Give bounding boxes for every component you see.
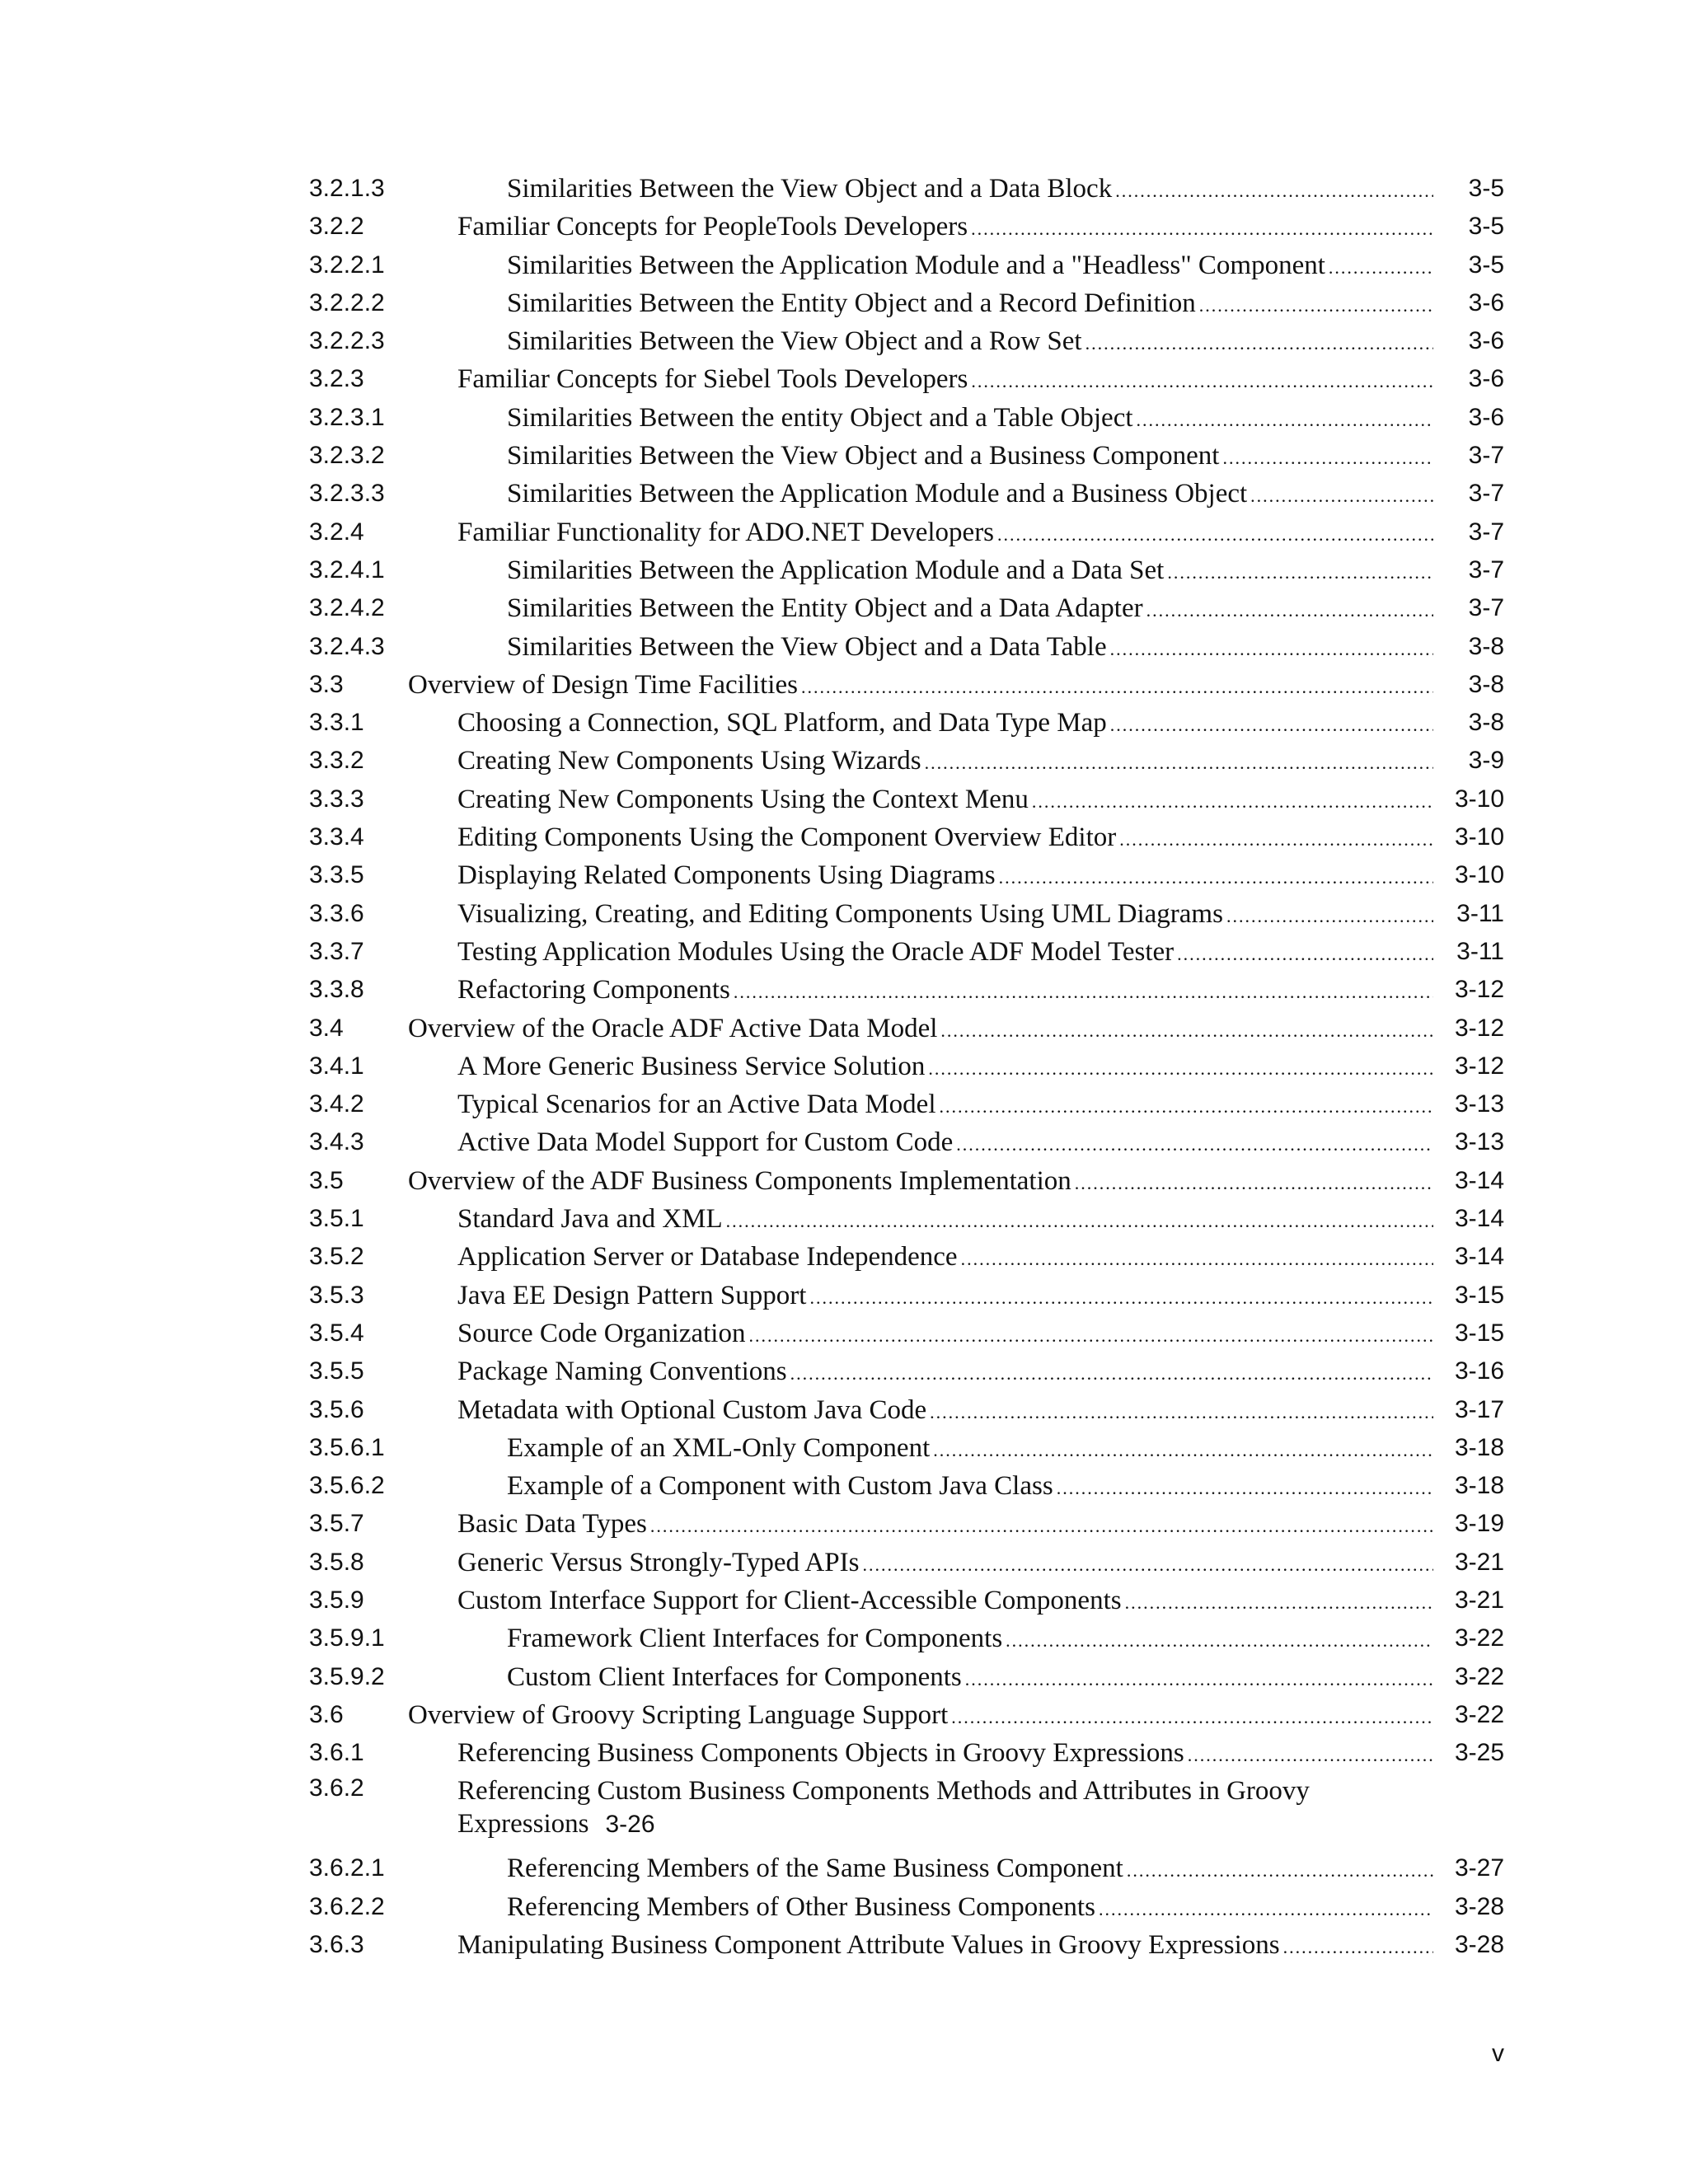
toc-section-title[interactable]: Similarities Between the View Object and a Data Table [507, 631, 1107, 662]
toc-page-number[interactable]: 3-5 [1468, 175, 1504, 202]
dot-leader [1032, 783, 1433, 821]
toc-page-number[interactable]: 3-8 [1468, 709, 1504, 737]
toc-section-number: 3.5.8 [309, 1548, 364, 1576]
dot-leader [1329, 249, 1433, 287]
toc-section-title[interactable]: Familiar Concepts for Siebel Tools Developers [457, 364, 968, 395]
toc-entry[interactable] [309, 1200, 1504, 1238]
toc-title-line [457, 1582, 1438, 1622]
toc-section-title[interactable]: Referencing Members of the Same Business Component [507, 1854, 1123, 1884]
dot-leader [748, 1317, 1433, 1355]
toc-page-number[interactable]: 3-6 [1468, 365, 1504, 393]
toc-page-number[interactable]: 3-7 [1468, 518, 1504, 546]
toc-title-line [457, 1544, 1438, 1584]
toc-entry[interactable] [309, 971, 1504, 1009]
toc-entry[interactable] [309, 1888, 1504, 1926]
toc-page-number[interactable]: 3-10 [1454, 861, 1504, 889]
toc-title-line [408, 1162, 1438, 1202]
toc-section-title[interactable]: Similarities Between the View Object and a Business Component [507, 441, 1220, 471]
toc-title-line [457, 1926, 1438, 1966]
dot-leader [961, 1240, 1433, 1278]
toc-page-number[interactable]: 3-6 [1468, 288, 1504, 316]
toc-section-number: 3.3.1 [309, 709, 364, 737]
toc-entry[interactable] [309, 1696, 1504, 1734]
toc-section-title[interactable]: Overview of Groovy Scripting Language Support [408, 1699, 949, 1730]
toc-page-number[interactable]: 3-7 [1468, 480, 1504, 508]
toc-entry[interactable] [309, 1544, 1504, 1582]
dot-leader [801, 668, 1433, 706]
toc-section-number: 3.2.4.1 [309, 555, 385, 583]
dot-leader [1188, 1736, 1433, 1774]
toc-title-line [457, 1315, 1438, 1355]
toc-page-number[interactable]: 3-13 [1454, 1090, 1504, 1118]
toc-section-title[interactable]: Standard Java and XML [457, 1204, 723, 1235]
toc-section-title[interactable]: Choosing a Connection, SQL Platform, and Data Type Map [457, 708, 1107, 738]
toc-title-line [457, 1277, 1438, 1317]
toc-title-line [457, 1085, 1438, 1126]
toc-title-line [408, 666, 1438, 706]
toc-section-title[interactable]: Custom Interface Support for Client-Accessible Components [457, 1585, 1122, 1615]
toc-page-number[interactable]: 3-12 [1454, 1052, 1504, 1080]
toc-section-number: 3.3.2 [309, 747, 364, 775]
toc-title-line [457, 971, 1438, 1011]
toc-page-number[interactable]: 3-7 [1468, 442, 1504, 470]
toc-entry[interactable] [309, 170, 1504, 208]
toc-section-number: 3.6.2.1 [309, 1854, 385, 1882]
dot-leader [1199, 287, 1433, 325]
toc-section-number: 3.6.3 [309, 1931, 364, 1959]
toc-section-title[interactable]: Editing Components Using the Component Overview Editor [457, 823, 1117, 853]
toc-page-number[interactable]: 3-26 [605, 1811, 655, 1839]
toc-title-line [457, 1391, 1438, 1432]
toc-page-number[interactable]: 3-28 [1454, 1892, 1504, 1920]
toc-entry[interactable] [309, 208, 1504, 246]
toc-title-line [457, 856, 1438, 897]
dot-leader [956, 1126, 1433, 1164]
toc-entry[interactable] [309, 1010, 1504, 1047]
toc-section-title[interactable]: Package Naming Conventions [457, 1357, 787, 1387]
toc-page-number[interactable]: 3-18 [1454, 1472, 1504, 1500]
toc-section-number: 3.2.3.1 [309, 403, 385, 431]
toc-title-line [457, 360, 1438, 401]
toc-page-number[interactable]: 3-15 [1454, 1319, 1504, 1347]
toc-page-number[interactable]: 3-22 [1454, 1624, 1504, 1652]
dot-leader [940, 1012, 1433, 1050]
dot-leader [1127, 1852, 1433, 1890]
toc-entry[interactable] [309, 1849, 1504, 1887]
toc-entry[interactable] [309, 1467, 1504, 1505]
toc-section-title[interactable]: Referencing Business Components Objects in Groovy Expressions [457, 1738, 1184, 1769]
toc-section-title[interactable]: Referencing Custom Business Components Methods and Attributes in Groovy Expressions [457, 1776, 1310, 1840]
toc-entry[interactable] [309, 1047, 1504, 1085]
toc-section-number: 3.5.1 [309, 1205, 364, 1233]
toc-entry[interactable] [309, 551, 1504, 589]
toc-section-number: 3.5.9.1 [309, 1624, 385, 1652]
toc-entry[interactable] [309, 360, 1504, 398]
toc-title-line [457, 208, 1438, 248]
dot-leader [965, 1661, 1433, 1699]
toc-page-number[interactable]: 3-27 [1454, 1854, 1504, 1882]
toc-page-number[interactable]: 3-6 [1468, 327, 1504, 355]
toc-entry[interactable] [309, 666, 1504, 704]
toc-entry[interactable] [309, 475, 1504, 513]
dot-leader [790, 1355, 1433, 1393]
toc-entry[interactable] [309, 1505, 1504, 1543]
toc-entry[interactable] [309, 1277, 1504, 1315]
toc-page-number[interactable]: 3-21 [1454, 1548, 1504, 1576]
dot-leader [1137, 401, 1433, 439]
dot-leader [1119, 821, 1433, 859]
toc-page-number[interactable]: 3-15 [1454, 1281, 1504, 1309]
toc-entry[interactable] [309, 1123, 1504, 1161]
dot-leader [951, 1699, 1433, 1736]
toc-page-number[interactable]: 3-8 [1468, 670, 1504, 698]
toc-section-title[interactable]: Generic Versus Strongly-Typed APIs [457, 1547, 860, 1577]
toc-section-title[interactable]: Application Server or Database Independence [457, 1242, 958, 1272]
toc-section-title[interactable]: Similarities Between the View Object and a Row Set [507, 326, 1082, 357]
toc-page-number[interactable]: 3-22 [1454, 1662, 1504, 1690]
dot-leader [1283, 1929, 1433, 1966]
toc-entry[interactable] [309, 589, 1504, 627]
toc-title-line [507, 1467, 1438, 1507]
toc-section-title[interactable]: Referencing Members of Other Business Components [507, 1891, 1095, 1922]
toc-entry[interactable] [309, 322, 1504, 360]
toc-section-number: 3.5.3 [309, 1281, 364, 1309]
toc-title-line [408, 1696, 1438, 1736]
toc-page-number[interactable]: 3-14 [1454, 1166, 1504, 1194]
toc-page-number[interactable]: 3-7 [1468, 594, 1504, 622]
toc-title-line [457, 1238, 1438, 1278]
toc-section-number: 3.5.7 [309, 1510, 364, 1538]
toc-page-number[interactable]: 3-6 [1468, 403, 1504, 431]
toc-section-number: 3.6.1 [309, 1739, 364, 1767]
toc-entry[interactable] [309, 1352, 1504, 1390]
toc-section-number: 3.3.3 [309, 785, 364, 813]
toc-title-line [507, 628, 1438, 668]
toc-entry[interactable] [309, 818, 1504, 856]
toc-section-number: 3.4.1 [309, 1052, 364, 1080]
toc-entry[interactable] [309, 895, 1504, 933]
toc-title-line [507, 246, 1438, 287]
toc-entry[interactable] [309, 780, 1504, 818]
dot-leader [1226, 898, 1433, 935]
toc-title-line [507, 551, 1438, 592]
dot-leader [930, 1394, 1433, 1432]
toc-entry[interactable] [309, 1238, 1504, 1276]
toc-title-line [507, 399, 1438, 439]
toc-section-number: 3.3.8 [309, 976, 364, 1004]
toc-title-line [507, 437, 1438, 477]
dot-leader [650, 1507, 1433, 1545]
dot-leader [1115, 172, 1433, 210]
toc-entry[interactable] [309, 856, 1504, 894]
toc-section-title[interactable]: Basic Data Types [457, 1509, 647, 1540]
toc-section-number: 3.3.7 [309, 937, 364, 965]
toc-entry[interactable] [309, 1582, 1504, 1619]
dot-leader [862, 1546, 1433, 1584]
toc-entry[interactable] [309, 1658, 1504, 1696]
toc-entry[interactable] [309, 1315, 1504, 1352]
toc-page-number[interactable]: 3-11 [1456, 899, 1504, 927]
toc-page-number[interactable]: 3-8 [1468, 632, 1504, 660]
toc-page-number[interactable]: 3-12 [1454, 1014, 1504, 1042]
toc-title-line [457, 1352, 1438, 1393]
toc-section-title[interactable]: Custom Client Interfaces for Components [507, 1661, 962, 1692]
toc-page-number[interactable]: 3-11 [1456, 937, 1504, 965]
toc-entry[interactable] [309, 1772, 1504, 1849]
toc-section-title[interactable]: Example of a Component with Custom Java Class [507, 1471, 1053, 1502]
toc-section-number: 3.6.2.2 [309, 1892, 385, 1920]
toc-section-number: 3.4.3 [309, 1128, 364, 1156]
toc-title-line [457, 780, 1438, 821]
toc-section-title[interactable]: Familiar Functionality for ADO.NET Developers [457, 517, 995, 547]
toc-page-number[interactable]: 3-14 [1454, 1243, 1504, 1271]
toc-title-line [507, 1658, 1438, 1699]
toc-section-title[interactable]: Similarities Between the Application Module and a Data Set [507, 555, 1165, 585]
toc-entry[interactable] [309, 513, 1504, 551]
toc-section-title[interactable]: Overview of the Oracle ADF Active Data Model [408, 1013, 938, 1043]
dot-leader [1075, 1165, 1433, 1202]
toc-section-number: 3.2.4.2 [309, 594, 385, 622]
toc-section-title[interactable]: Familiar Concepts for PeopleTools Developers [457, 212, 968, 242]
toc-title-line [507, 1619, 1438, 1660]
toc-page-number[interactable]: 3-5 [1468, 251, 1504, 279]
toc-entry[interactable] [309, 628, 1504, 666]
toc-section-title[interactable]: Typical Scenarios for an Active Data Model [457, 1090, 936, 1120]
toc-section-number: 3.5.2 [309, 1243, 364, 1271]
toc-title-line [507, 1888, 1438, 1929]
toc-section-title[interactable]: Metadata with Optional Custom Java Code [457, 1394, 927, 1425]
toc-section-number: 3.4 [309, 1014, 344, 1042]
toc-section-number: 3.3.4 [309, 823, 364, 851]
toc-page-number[interactable]: 3-7 [1468, 555, 1504, 583]
toc-section-number: 3.6.2 [309, 1774, 364, 1802]
toc-page-number[interactable]: 3-14 [1454, 1205, 1504, 1233]
toc-section-number: 3.4.2 [309, 1090, 364, 1118]
toc-title-line [457, 1123, 1438, 1164]
toc-section-number: 3.3.5 [309, 861, 364, 889]
toc-page-number[interactable]: 3-21 [1454, 1586, 1504, 1614]
toc-entry[interactable] [309, 1085, 1504, 1123]
dot-leader [933, 1432, 1433, 1469]
table-of-contents [309, 170, 1504, 1964]
toc-section-number: 3.2.4 [309, 518, 364, 546]
page-number: v [1492, 2040, 1504, 2067]
toc-entry[interactable] [309, 742, 1504, 780]
dot-leader [1099, 1891, 1433, 1929]
dot-leader [997, 516, 1433, 554]
toc-title-line [457, 933, 1438, 973]
toc-section-number: 3.2.4.3 [309, 632, 385, 660]
dot-leader [1167, 554, 1433, 592]
toc-section-title[interactable]: Active Data Model Support for Custom Code [457, 1127, 954, 1158]
dot-leader [971, 363, 1433, 401]
toc-section-number: 3.6 [309, 1700, 344, 1728]
toc-section-title[interactable]: Similarities Between the Application Module and a "Headless" Component [507, 250, 1325, 280]
toc-section-number: 3.5.6.1 [309, 1433, 385, 1461]
toc-section-number: 3.2.2.2 [309, 288, 385, 316]
toc-section-title[interactable]: Example of an XML-Only Component [507, 1432, 931, 1463]
dot-leader [1125, 1584, 1433, 1622]
toc-section-title[interactable]: Similarities Between the entity Object and a Table Object [507, 402, 1133, 433]
toc-section-number: 3.5.6 [309, 1395, 364, 1423]
toc-section-number: 3.2.3.3 [309, 480, 385, 508]
toc-section-number: 3.5.9.2 [309, 1662, 385, 1690]
toc-section-title[interactable]: Testing Application Modules Using the Oracle ADF Model Tester [457, 936, 1175, 967]
dot-leader [1085, 325, 1433, 363]
toc-section-number: 3.2.2.1 [309, 251, 385, 279]
dot-leader [1006, 1622, 1433, 1660]
dot-leader [726, 1202, 1433, 1240]
toc-section-number: 3.2.2 [309, 213, 364, 241]
toc-title-line [507, 475, 1438, 515]
toc-entry[interactable] [309, 246, 1504, 284]
toc-section-title[interactable]: Overview of Design Time Facilities [408, 669, 798, 700]
toc-title-line [408, 1010, 1438, 1050]
dot-leader [1222, 439, 1433, 477]
toc-page-number[interactable]: 3-12 [1454, 976, 1504, 1004]
toc-section-number: 3.5.4 [309, 1319, 364, 1347]
toc-section-number: 3.5.6.2 [309, 1472, 385, 1500]
toc-section-title[interactable]: Framework Client Interfaces for Components [507, 1624, 1003, 1654]
toc-entry[interactable] [309, 1162, 1504, 1200]
toc-page-number[interactable]: 3-17 [1454, 1395, 1504, 1423]
toc-title-line [457, 1047, 1438, 1088]
toc-page-number[interactable]: 3-16 [1454, 1357, 1504, 1385]
toc-title-line [507, 1849, 1438, 1890]
toc-entry[interactable] [309, 1391, 1504, 1429]
toc-title-line [457, 704, 1438, 744]
dot-leader [1177, 935, 1433, 973]
toc-page-number[interactable]: 3-22 [1454, 1700, 1504, 1728]
toc-title-line [457, 513, 1438, 554]
dot-leader [1057, 1469, 1433, 1507]
toc-section-title[interactable]: Overview of the ADF Business Components Implementation [408, 1165, 1071, 1196]
toc-title-line [507, 1429, 1438, 1469]
toc-section-title[interactable]: Refactoring Components [457, 975, 730, 1005]
toc-page-number[interactable]: 3-10 [1454, 823, 1504, 851]
toc-section-number: 3.5 [309, 1166, 344, 1194]
toc-section-title[interactable]: Similarities Between the Entity Object and a Record Definition [507, 288, 1196, 318]
toc-title-line [457, 742, 1438, 782]
dot-leader [1250, 477, 1433, 515]
toc-entry[interactable] [309, 284, 1504, 322]
toc-page-number[interactable]: 3-9 [1468, 747, 1504, 775]
dot-leader [734, 973, 1433, 1011]
dot-leader [1110, 630, 1433, 668]
toc-section-title[interactable]: Manipulating Business Component Attribute Values in Groovy Expressions [457, 1930, 1280, 1961]
toc-section-title[interactable]: Similarities Between the Entity Object and a Data Adapter [507, 593, 1143, 624]
toc-section-title[interactable]: Source Code Organization [457, 1318, 746, 1348]
dot-leader [999, 859, 1433, 897]
toc-entry[interactable] [309, 1734, 1504, 1772]
toc-section-number: 3.5.9 [309, 1586, 364, 1614]
toc-entry[interactable] [309, 1619, 1504, 1657]
dot-leader [928, 1050, 1433, 1088]
toc-page-number[interactable]: 3-25 [1454, 1739, 1504, 1767]
toc-entry[interactable] [309, 933, 1504, 971]
toc-section-number: 3.2.2.3 [309, 327, 385, 355]
toc-title-line [457, 1772, 1438, 1841]
toc-page-number[interactable]: 3-18 [1454, 1433, 1504, 1461]
toc-entry[interactable] [309, 437, 1504, 475]
toc-section-title[interactable]: A More Generic Business Service Solution [457, 1051, 926, 1081]
toc-title-line [507, 322, 1438, 363]
toc-title-line [457, 818, 1438, 859]
toc-section-title[interactable]: Java EE Design Pattern Support [457, 1280, 807, 1310]
toc-section-title[interactable]: Similarities Between the Application Module and a Business Object [507, 479, 1248, 509]
toc-page-number[interactable]: 3-19 [1454, 1510, 1504, 1538]
toc-title-line [457, 1505, 1438, 1545]
toc-page-number[interactable]: 3-10 [1454, 785, 1504, 813]
toc-section-number: 3.3.6 [309, 899, 364, 927]
toc-section-number: 3.2.3 [309, 365, 364, 393]
toc-title-line [457, 1734, 1438, 1774]
dot-leader [925, 744, 1433, 782]
toc-title-line [457, 1200, 1438, 1240]
toc-section-number: 3.2.3.2 [309, 442, 385, 470]
toc-section-title[interactable]: Creating New Components Using the Context Menu [457, 784, 1029, 814]
toc-section-title[interactable]: Creating New Components Using Wizards [457, 746, 921, 776]
toc-section-number: 3.3 [309, 670, 344, 698]
toc-section-number: 3.5.5 [309, 1357, 364, 1385]
toc-section-title[interactable]: Displaying Related Components Using Diagrams [457, 860, 996, 891]
toc-page-number[interactable]: 3-13 [1454, 1128, 1504, 1156]
toc-page-number[interactable]: 3-5 [1468, 213, 1504, 241]
dot-leader [1110, 706, 1433, 744]
toc-section-title[interactable]: Visualizing, Creating, and Editing Components Using UML Diagrams [457, 898, 1223, 929]
toc-entry[interactable] [309, 704, 1504, 742]
toc-entry[interactable] [309, 1429, 1504, 1467]
toc-section-title[interactable]: Similarities Between the View Object and a Data Block [507, 174, 1113, 204]
dot-leader [940, 1088, 1434, 1126]
dot-leader [809, 1279, 1433, 1317]
toc-title-line [507, 170, 1438, 210]
dot-leader [1146, 592, 1433, 630]
toc-page-number[interactable]: 3-28 [1454, 1931, 1504, 1959]
toc-section-number: 3.2.1.3 [309, 175, 385, 202]
dot-leader [971, 210, 1433, 248]
toc-entry[interactable] [309, 399, 1504, 437]
toc-entry[interactable] [309, 1926, 1504, 1964]
toc-title-line [507, 284, 1438, 325]
toc-title-line [457, 895, 1438, 935]
toc-title-line [507, 589, 1438, 630]
